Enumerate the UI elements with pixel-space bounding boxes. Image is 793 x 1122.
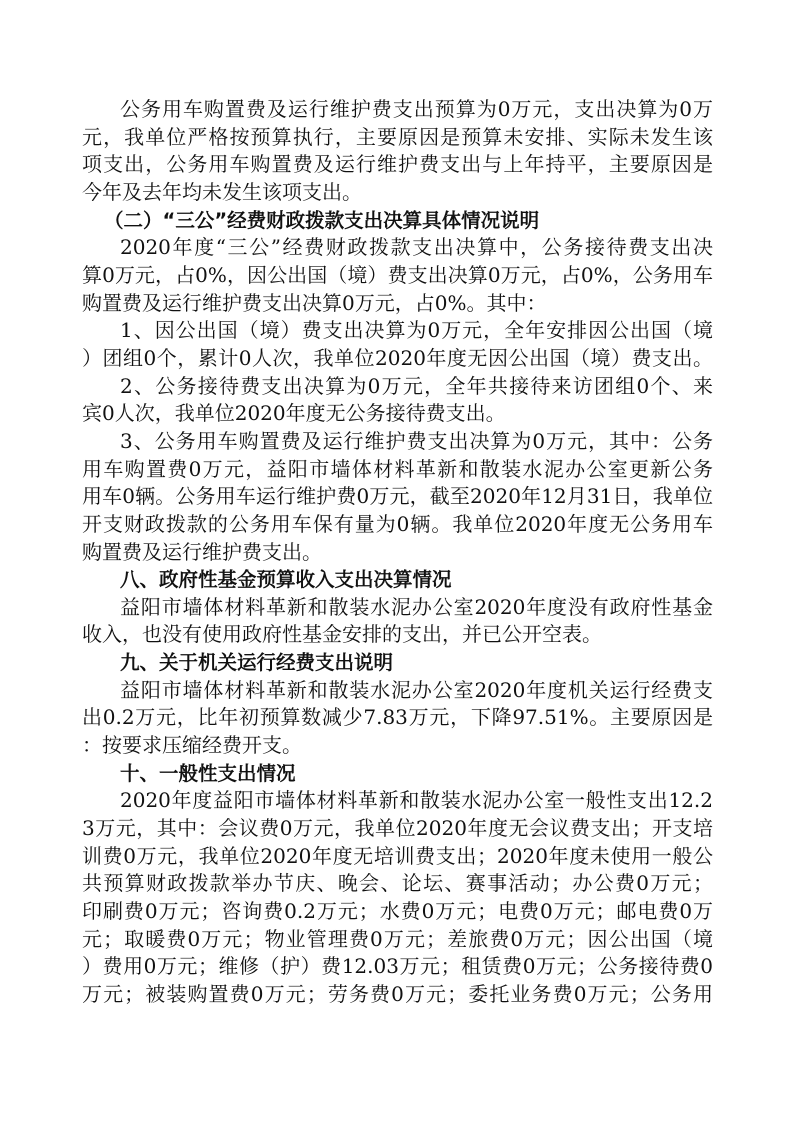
paragraph-line: 万元；被装购置费0万元；劳务费0万元；委托业务费0万元；公务用	[82, 982, 713, 1006]
paragraph-line: 益阳市墙体材料革新和散装水泥办公室2020年度机关运行经费支	[120, 677, 713, 702]
paragraph-line: ）团组0个，累计0人次，我单位2020年度无因公出国（境）费支出。	[82, 345, 713, 370]
paragraph-line: 元，我单位严格按预算执行，主要原因是预算未安排、实际未发生该	[82, 124, 713, 149]
paragraph-line: 3万元，其中：会议费0万元，我单位2020年度无会议费支出；开支培	[82, 816, 713, 841]
paragraph-line: 购置费及运行维护费支出决算0万元，占0%。其中：	[82, 290, 547, 315]
paragraph-line: ）费用0万元；维修（护）费12.03万元；租赁费0万元；公务接待费0	[82, 954, 713, 979]
paragraph-line: 算0万元，占0%，因公出国（境）费支出决算0万元，占0%，公务用车	[82, 262, 713, 287]
paragraph-line: 2020年度“三公”经费财政拨款支出决算中，公务接待费支出决	[120, 235, 713, 260]
paragraph-line: 印刷费0万元；咨询费0.2万元；水费0万元；电费0万元；邮电费0万	[82, 899, 713, 924]
paragraph-line: 1、因公出国（境）费支出决算为0万元，全年安排因公出国（境	[120, 318, 713, 343]
paragraph-line: 收入，也没有使用政府性基金安排的支出，并已公开空表。	[82, 622, 602, 647]
paragraph-line: 用车0辆。公务用车运行维护费0万元，截至2020年12月31日，我单位	[82, 484, 713, 509]
paragraph-line: 用车购置费0万元，益阳市墙体材料革新和散装水泥办公室更新公务	[82, 456, 713, 481]
paragraph-line: 出0.2万元，比年初预算数减少7.83万元，下降97.51%。主要原因是	[82, 705, 713, 730]
paragraph-line: 购置费及运行维护费支出。	[82, 539, 322, 564]
paragraph-line: 2020年度益阳市墙体材料革新和散装水泥办公室一般性支出12.2	[120, 788, 713, 813]
document-page	[82, 96, 713, 1009]
section-heading: （二）“三公”经费财政拨款支出决算具体情况说明	[104, 208, 540, 232]
paragraph-line: 2、公务接待费支出决算为0万元，全年共接待来访团组0个、来	[120, 373, 713, 398]
paragraph-line: 今年及去年均未发生该项支出。	[82, 179, 362, 204]
paragraph-line: 公务用车购置费及运行维护费支出预算为0万元，支出决算为0万	[120, 97, 713, 121]
paragraph-line: 项支出，公务用车购置费及运行维护费支出与上年持平，主要原因是	[82, 152, 713, 177]
paragraph-line: 元；取暖费0万元；物业管理费0万元；差旅费0万元；因公出国（境	[82, 926, 713, 951]
paragraph-line: 训费0万元，我单位2020年度无培训费支出；2020年度未使用一般公	[82, 843, 713, 868]
section-heading: 八、政府性基金预算收入支出决算情况	[120, 568, 452, 592]
paragraph-line: 3、公务用车购置费及运行维护费支出决算为0万元，其中：公务	[120, 428, 713, 453]
section-heading: 十、一般性支出情况	[120, 761, 296, 785]
paragraph-line: 共预算财政拨款举办节庆、晚会、论坛、赛事活动；办公费0万元；	[82, 871, 713, 896]
paragraph-line: 开支财政拨款的公务用车保有量为0辆。我单位2020年度无公务用车	[82, 511, 713, 536]
paragraph-line: 宾0人次，我单位2020年度无公务接待费支出。	[82, 401, 506, 426]
paragraph-line: ：按要求压缩经费开支。	[82, 733, 302, 758]
paragraph-line: 益阳市墙体材料革新和散装水泥办公室2020年度没有政府性基金	[120, 594, 713, 619]
section-heading: 九、关于机关运行经费支出说明	[120, 651, 394, 675]
